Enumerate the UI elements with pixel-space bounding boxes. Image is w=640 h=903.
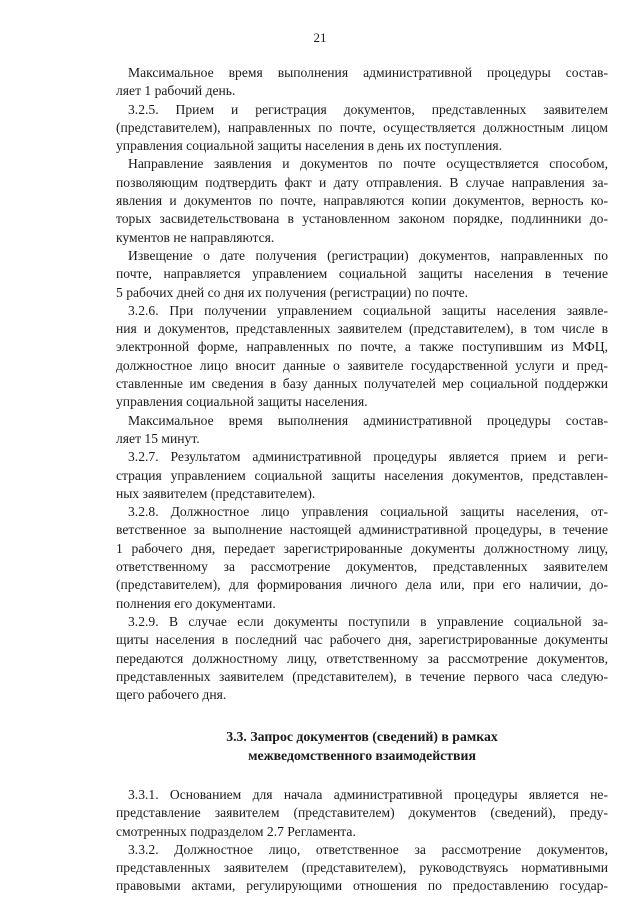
text-line: Извещение о дате получения (регистрации) документов, направленных по — [128, 247, 608, 263]
text-line: (представителем), для формирования личного дела или, при его наличии, до- — [116, 577, 608, 593]
text-line: смотренных подразделом 2.7 Регламента. — [116, 823, 356, 839]
text-line: (представителем), направленных по почте, осуществляется должностным лицом — [116, 119, 608, 135]
text-line: ответственному за рассмотрение документов, представленных заявителем — [116, 559, 608, 575]
text-line: представленных заявителем (представителем), руководствуясь нормативными — [116, 860, 608, 876]
document-body — [116, 64, 608, 896]
text-line: должностное лицо вносит данные о заявителе государственной услуги и пред- — [116, 357, 608, 373]
text-line: явления и документов по почте, направляются копии документов, верность ко- — [116, 193, 608, 209]
text-line: 3.3.1. Основанием для начала административной процедуры является не- — [128, 786, 608, 802]
text-line: 3.2.5. Прием и регистрация документов, представленных заявителем — [128, 101, 608, 117]
text-line: 3.3.2. Должностное лицо, ответственное за рассмотрение документов, — [128, 841, 608, 857]
text-block-procedures — [116, 64, 608, 704]
text-line: представленных заявителем (представителем), в течение первого часа следую- — [116, 668, 608, 684]
text-line: почте, направляется управлением социальной защиты населения в течение — [116, 266, 608, 282]
text-line: ния и документов, представленных заявителем (представителем), в том числе в — [116, 321, 608, 337]
text-line: правовыми актами, регулирующими отношения по предоставлению государ- — [116, 878, 608, 894]
text-line: управления социальной защиты населения. — [116, 394, 368, 410]
text-line: Максимальное время выполнения административной процедуры состав- — [128, 412, 608, 428]
text-line: 3.2.6. При получении управлением социальной защиты населения заявле- — [128, 302, 608, 318]
text-line: ных заявителем (представителем). — [116, 485, 316, 501]
text-line: позволяющим подтвердить факт и дату отправления. В случае направления за- — [116, 174, 608, 190]
text-line: Максимальное время выполнения административной процедуры состав- — [128, 65, 608, 80]
text-line: ставленные им сведения в базу данных получателей мер социальной поддержки — [116, 376, 608, 392]
text-line: страция управлением социальной защиты населения документов, представлен- — [116, 467, 608, 483]
text-line: кументов не направляются. — [116, 229, 275, 245]
text-line: 5 рабочих дней со дня их получения (регистрации) по почте. — [116, 284, 469, 300]
section-heading-line-2: межведомственного взаимодействия — [248, 747, 476, 763]
text-line: электронной форме, направленных по почте, а также поступившим из МФЦ, — [116, 339, 608, 355]
text-block-interagency — [116, 786, 608, 896]
text-line: представление заявителем (представителем) документов (сведений), преду- — [116, 805, 608, 821]
text-line: торых засвидетельствована в установленном законом порядке, подлинники до- — [116, 211, 608, 227]
page-number: 21 — [313, 30, 327, 45]
text-line: щиты населения в последний час рабочего дня, зарегистрированные документы — [116, 632, 608, 648]
text-line: Направление заявления и документов по почте осуществляется способом, — [128, 156, 608, 172]
text-line: 3.2.9. В случае если документы поступили в управление социальной за- — [128, 613, 608, 629]
text-line: 3.2.7. Результатом административной процедуры является прием и реги- — [128, 449, 608, 465]
section-heading — [116, 728, 608, 765]
text-line: ветственное за выполнение настоящей административной процедуры, в течение — [116, 522, 608, 538]
text-line: 3.2.8. Должностное лицо управления социальной защиты населения, от- — [128, 504, 608, 520]
text-line: управления социальной защиты населения в день их поступления. — [116, 138, 503, 154]
text-line: передаются должностному лицу, ответственному за рассмотрение документов, — [116, 650, 608, 666]
text-line: щего рабочего дня. — [116, 687, 227, 703]
section-heading-line-1: 3.3. Запрос документов (сведений) в рамках — [226, 729, 498, 745]
text-line: полнения его документами. — [116, 595, 276, 611]
text-line: ляет 1 рабочий день. — [116, 83, 236, 99]
text-line: 1 рабочего дня, передает зарегистрированные документы должностному лицу, — [116, 540, 608, 556]
text-line: ляет 15 минут. — [116, 430, 200, 446]
